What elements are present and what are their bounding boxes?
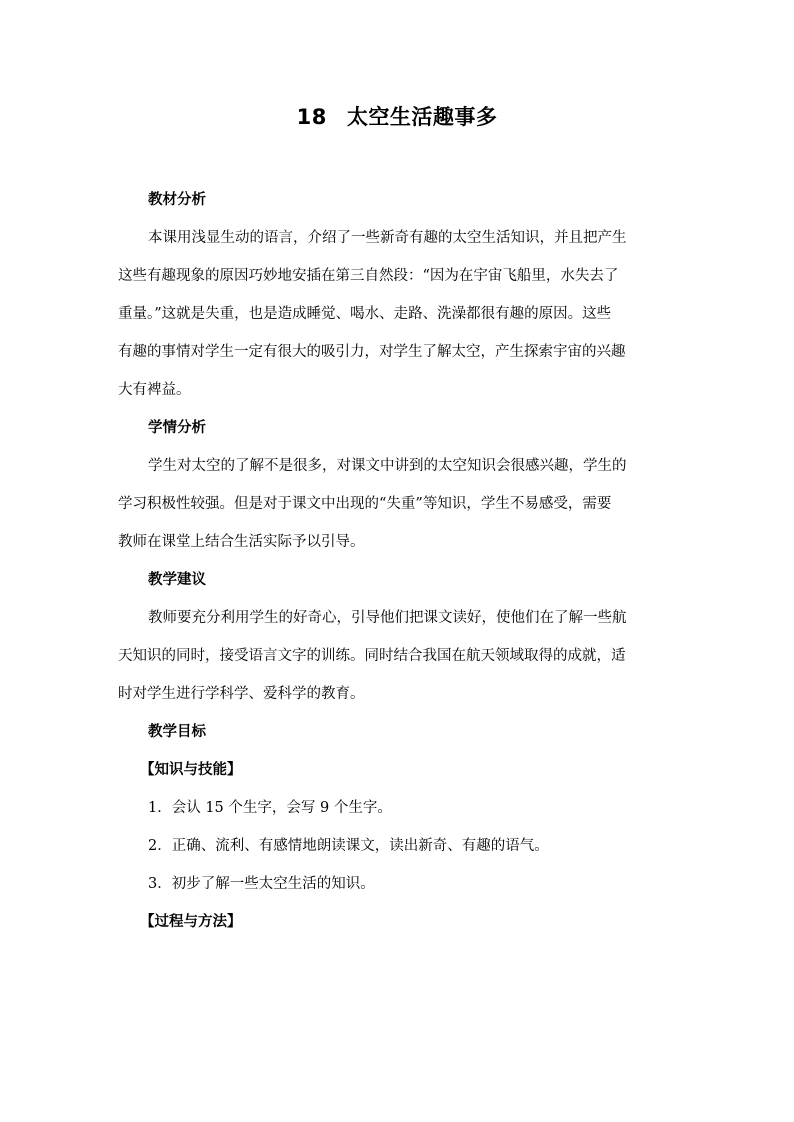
list-item: 2．正确、流利、有感情地朗读课文，读出新奇、有趣的语气。 bbox=[148, 838, 549, 854]
paragraph-line: 这些有趣现象的原因巧妙地安插在第三自然段：“因为在宇宙飞船里，水失去了 bbox=[118, 268, 619, 284]
page-title bbox=[0, 102, 794, 132]
section-heading-teaching-suggestions: 教学建议 bbox=[148, 572, 206, 588]
paragraph-teaching-suggestions bbox=[118, 599, 682, 713]
paragraph-learner-analysis bbox=[118, 447, 682, 561]
lesson-number: 18 bbox=[296, 105, 327, 129]
section-heading-textbook-analysis: 教材分析 bbox=[148, 192, 206, 208]
paragraph-line: 学习积极性较强。但是对于课文中出现的“失重”等知识，学生不易感受，需要 bbox=[118, 496, 612, 512]
document-body bbox=[118, 181, 682, 941]
lesson-title: 太空生活趣事多 bbox=[346, 105, 498, 129]
paragraph-line: 学生对太空的了解不是很多，对课文中讲到的太空知识会很感兴趣，学生的 bbox=[148, 458, 627, 474]
section-heading-learner-analysis: 学情分析 bbox=[148, 420, 206, 436]
subheading-process-methods: 【过程与方法】 bbox=[140, 914, 242, 930]
paragraph-line: 本课用浅显生动的语言，介绍了一些新奇有趣的太空生活知识，并且把产生 bbox=[148, 230, 627, 246]
paragraph-line: 时对学生进行学科学、爱科学的教育。 bbox=[118, 686, 365, 702]
list-item: 3．初步了解一些太空生活的知识。 bbox=[148, 876, 375, 892]
subheading-knowledge-skills: 【知识与技能】 bbox=[140, 762, 242, 778]
paragraph-textbook-analysis bbox=[118, 219, 682, 409]
paragraph-line: 有趣的事情对学生一定有很大的吸引力，对学生了解太空，产生探索宇宙的兴趣 bbox=[118, 344, 626, 360]
paragraph-line: 教师要充分利用学生的好奇心，引导他们把课文读好，使他们在了解一些航 bbox=[148, 610, 627, 626]
paragraph-line: 重量。”这就是失重，也是造成睡觉、喝水、走路、洗澡都很有趣的原因。这些 bbox=[118, 306, 612, 322]
section-heading-teaching-goals: 教学目标 bbox=[148, 724, 206, 740]
paragraph-line: 天知识的同时，接受语言文字的训练。同时结合我国在航天领域取得的成就，适 bbox=[118, 648, 626, 664]
paragraph-line: 教师在课堂上结合生活实际予以引导。 bbox=[118, 534, 365, 550]
paragraph-line: 大有裨益。 bbox=[118, 382, 191, 398]
list-item: 1．会认 15 个生字，会写 9 个生字。 bbox=[148, 800, 392, 816]
